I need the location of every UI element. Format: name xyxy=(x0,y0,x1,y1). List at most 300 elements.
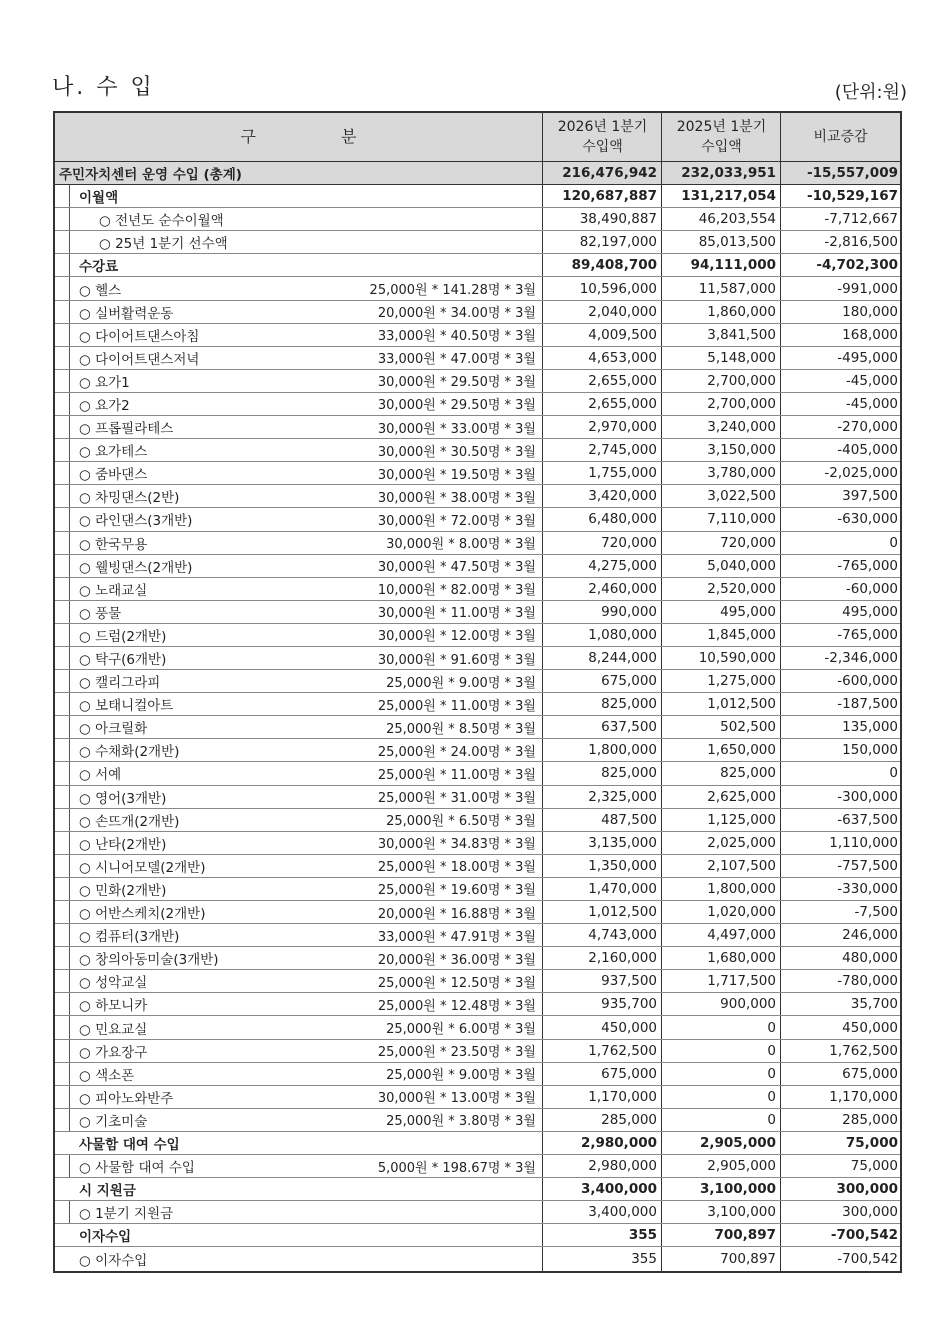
value-diff: 285,000 xyxy=(780,1109,900,1131)
table-row xyxy=(55,324,900,347)
value-2026: 8,244,000 xyxy=(542,647,661,669)
value-2025: 720,000 xyxy=(661,532,780,554)
value-diff: -45,000 xyxy=(780,370,900,392)
value-2025: 1,800,000 xyxy=(661,878,780,900)
value-2026: 1,470,000 xyxy=(542,878,661,900)
value-diff: -60,000 xyxy=(780,578,900,600)
value-2025: 5,148,000 xyxy=(661,347,780,369)
value-2025: 2,625,000 xyxy=(661,786,780,808)
row-formula: 25,000원 * 9.00명 * 3월 xyxy=(386,675,536,691)
value-2026: 2,655,000 xyxy=(542,393,661,415)
row-label: 주민자치센터 운영 수입 (총계) xyxy=(59,167,242,184)
header-2025-text: 2025년 1분기 수입액 xyxy=(676,119,767,155)
row-category-cell xyxy=(55,532,542,554)
row-label: ○ 실버활력운동 xyxy=(79,305,174,322)
row-label: 수강료 xyxy=(79,259,119,276)
value-diff: -10,529,167 xyxy=(780,185,900,207)
value-diff: -600,000 xyxy=(780,670,900,692)
value-diff: 1,762,500 xyxy=(780,1040,900,1062)
value-diff: 480,000 xyxy=(780,947,900,969)
table-row xyxy=(55,832,900,855)
table-row xyxy=(55,185,900,208)
value-diff: 1,170,000 xyxy=(780,1086,900,1108)
table-row xyxy=(55,693,900,716)
value-2025: 94,111,000 xyxy=(661,254,780,276)
value-2026: 355 xyxy=(542,1247,661,1270)
value-diff: -4,702,300 xyxy=(780,254,900,276)
row-formula: 30,000원 * 47.50명 * 3월 xyxy=(377,560,536,576)
value-diff: -700,542 xyxy=(780,1247,900,1270)
row-formula: 25,000원 * 3.80명 * 3월 xyxy=(386,1114,536,1130)
row-category-cell xyxy=(55,924,542,946)
row-label: ○ 가요장구 xyxy=(79,1044,148,1061)
value-2026: 487,500 xyxy=(542,809,661,831)
row-category-cell xyxy=(55,555,542,577)
table-row xyxy=(55,1155,900,1178)
value-2025: 0 xyxy=(661,1016,780,1038)
row-category-cell xyxy=(55,1086,542,1108)
value-2025: 2,905,000 xyxy=(661,1132,780,1154)
value-2026: 4,275,000 xyxy=(542,555,661,577)
row-category-cell xyxy=(55,786,542,808)
row-label: 이월액 xyxy=(79,190,119,207)
value-2026: 285,000 xyxy=(542,1109,661,1131)
row-label: ○ 전년도 순수이월액 xyxy=(99,213,224,230)
row-label: ○ 요가1 xyxy=(79,374,130,391)
value-diff: 1,110,000 xyxy=(780,832,900,854)
row-category-cell xyxy=(55,970,542,992)
value-2025: 2,700,000 xyxy=(661,393,780,415)
row-label: 시 지원금 xyxy=(79,1183,136,1200)
value-2026: 10,596,000 xyxy=(542,277,661,299)
table-row xyxy=(55,208,900,231)
row-label: ○ 이자수입 xyxy=(79,1252,148,1269)
row-label: ○ 차밍댄스(2반) xyxy=(79,490,180,507)
row-category-cell xyxy=(55,462,542,484)
row-formula: 30,000원 * 30.50명 * 3월 xyxy=(377,444,536,460)
row-label: ○ 하모니카 xyxy=(79,998,148,1015)
value-2025: 700,897 xyxy=(661,1224,780,1246)
row-formula: 5,000원 * 198.67명 * 3월 xyxy=(377,1160,536,1176)
table-row xyxy=(55,601,900,624)
row-formula: 25,000원 * 9.00명 * 3월 xyxy=(386,1068,536,1084)
table-row xyxy=(55,739,900,762)
row-category-cell xyxy=(55,185,542,207)
value-2025: 2,107,500 xyxy=(661,855,780,877)
table-row xyxy=(55,1178,900,1201)
table-row xyxy=(55,578,900,601)
value-2026: 2,980,000 xyxy=(542,1155,661,1177)
row-label: ○ 캘리그라피 xyxy=(79,675,161,692)
value-2026: 4,009,500 xyxy=(542,324,661,346)
value-2025: 0 xyxy=(661,1063,780,1085)
value-2026: 720,000 xyxy=(542,532,661,554)
table-row xyxy=(55,809,900,832)
value-2026: 2,655,000 xyxy=(542,370,661,392)
row-formula: 30,000원 * 38.00명 * 3월 xyxy=(377,490,536,506)
value-2026: 120,687,887 xyxy=(542,185,661,207)
value-diff: 495,000 xyxy=(780,601,900,623)
table-row xyxy=(55,347,900,370)
value-2026: 935,700 xyxy=(542,993,661,1015)
row-label: ○ 풍물 xyxy=(79,605,122,622)
value-diff: -765,000 xyxy=(780,555,900,577)
value-2025: 232,033,951 xyxy=(661,162,780,184)
header-2025 xyxy=(661,113,781,161)
value-2026: 4,743,000 xyxy=(542,924,661,946)
table-row xyxy=(55,462,900,485)
value-2025: 4,497,000 xyxy=(661,924,780,946)
value-2026: 825,000 xyxy=(542,693,661,715)
row-formula: 30,000원 * 91.60명 * 3월 xyxy=(377,652,536,668)
row-category-cell xyxy=(55,1132,542,1154)
row-formula: 25,000원 * 12.48명 * 3월 xyxy=(377,998,536,1014)
row-label: ○ 탁구(6개반) xyxy=(79,652,167,669)
table-row xyxy=(55,231,900,254)
table-row xyxy=(55,647,900,670)
value-diff: -15,557,009 xyxy=(780,162,900,184)
row-label: ○ 영어(3개반) xyxy=(79,790,167,807)
value-diff: 675,000 xyxy=(780,1063,900,1085)
value-2026: 38,490,887 xyxy=(542,208,661,230)
value-2025: 46,203,554 xyxy=(661,208,780,230)
value-2025: 502,500 xyxy=(661,716,780,738)
value-2026: 3,420,000 xyxy=(542,485,661,507)
value-2026: 450,000 xyxy=(542,1016,661,1038)
value-diff: -495,000 xyxy=(780,347,900,369)
table-row xyxy=(55,624,900,647)
row-formula: 25,000원 * 24.00명 * 3월 xyxy=(377,744,536,760)
row-formula: 30,000원 * 33.00명 * 3월 xyxy=(377,421,536,437)
table-row xyxy=(55,1132,900,1155)
value-diff: 135,000 xyxy=(780,716,900,738)
row-category-cell xyxy=(55,1201,542,1223)
value-2026: 675,000 xyxy=(542,1063,661,1085)
value-2026: 937,500 xyxy=(542,970,661,992)
value-diff: -2,816,500 xyxy=(780,231,900,253)
value-diff: -765,000 xyxy=(780,624,900,646)
value-2026: 2,160,000 xyxy=(542,947,661,969)
row-formula: 25,000원 * 8.50명 * 3월 xyxy=(386,721,536,737)
row-label: ○ 보태니컬아트 xyxy=(79,698,174,715)
row-formula: 25,000원 * 23.50명 * 3월 xyxy=(377,1045,536,1061)
row-formula: 25,000원 * 18.00명 * 3월 xyxy=(377,860,536,876)
row-formula: 30,000원 * 72.00명 * 3월 xyxy=(377,513,536,529)
table-row xyxy=(55,924,900,947)
row-category-cell xyxy=(55,1155,542,1177)
value-2026: 2,970,000 xyxy=(542,416,661,438)
row-formula: 33,000원 * 47.00명 * 3월 xyxy=(377,352,536,368)
value-2026: 3,135,000 xyxy=(542,832,661,854)
value-2026: 1,762,500 xyxy=(542,1040,661,1062)
value-diff: -757,500 xyxy=(780,855,900,877)
value-2025: 3,100,000 xyxy=(661,1178,780,1200)
table-row xyxy=(55,993,900,1016)
row-label: 사물함 대여 수입 xyxy=(79,1136,180,1153)
table-row xyxy=(55,947,900,970)
row-category-cell xyxy=(55,393,542,415)
value-2026: 2,980,000 xyxy=(542,1132,661,1154)
value-diff: -300,000 xyxy=(780,786,900,808)
value-2026: 990,000 xyxy=(542,601,661,623)
row-formula: 30,000원 * 34.83명 * 3월 xyxy=(377,837,536,853)
row-formula: 25,000원 * 31.00명 * 3월 xyxy=(377,791,536,807)
value-2025: 3,150,000 xyxy=(661,439,780,461)
value-2026: 675,000 xyxy=(542,670,661,692)
row-label: ○ 요가테스 xyxy=(79,444,148,461)
row-formula: 20,000원 * 34.00명 * 3월 xyxy=(377,306,536,322)
value-2025: 900,000 xyxy=(661,993,780,1015)
row-formula: 10,000원 * 82.00명 * 3월 xyxy=(377,583,536,599)
value-2025: 2,520,000 xyxy=(661,578,780,600)
value-diff: 0 xyxy=(780,762,900,784)
value-2026: 2,460,000 xyxy=(542,578,661,600)
header-category: 구 분 xyxy=(240,127,397,146)
value-2025: 85,013,500 xyxy=(661,231,780,253)
table-row xyxy=(55,162,900,185)
row-label: ○ 피아노와반주 xyxy=(79,1090,174,1107)
table-row xyxy=(55,901,900,924)
unit-label: (단위:원) xyxy=(834,82,907,103)
value-diff: -2,025,000 xyxy=(780,462,900,484)
value-diff: -2,346,000 xyxy=(780,647,900,669)
value-2025: 1,275,000 xyxy=(661,670,780,692)
value-diff: 300,000 xyxy=(780,1201,900,1223)
value-diff: 300,000 xyxy=(780,1178,900,1200)
row-label: ○ 컴퓨터(3개반) xyxy=(79,929,180,946)
table-row xyxy=(55,786,900,809)
value-2025: 10,590,000 xyxy=(661,647,780,669)
row-label: ○ 다이어트댄스아침 xyxy=(79,328,200,345)
row-category-cell xyxy=(55,1224,542,1246)
table-row xyxy=(55,254,900,277)
value-diff: -405,000 xyxy=(780,439,900,461)
row-formula: 30,000원 * 8.00명 * 3월 xyxy=(386,537,536,553)
value-2026: 82,197,000 xyxy=(542,231,661,253)
row-formula: 30,000원 * 12.00명 * 3월 xyxy=(377,629,536,645)
table-row xyxy=(55,555,900,578)
row-label: ○ 요가2 xyxy=(79,397,130,414)
row-formula: 25,000원 * 6.00명 * 3월 xyxy=(386,1022,536,1038)
row-label: ○ 1분기 지원금 xyxy=(79,1206,174,1223)
row-formula: 25,000원 * 19.60명 * 3월 xyxy=(377,883,536,899)
table-row xyxy=(55,393,900,416)
row-formula: 30,000원 * 29.50명 * 3월 xyxy=(377,375,536,391)
header-2026 xyxy=(542,113,662,161)
row-formula: 25,000원 * 11.00명 * 3월 xyxy=(377,698,536,714)
table-row xyxy=(55,277,900,300)
value-2025: 1,020,000 xyxy=(661,901,780,923)
row-label: ○ 서예 xyxy=(79,767,122,784)
value-2025: 7,110,000 xyxy=(661,508,780,530)
row-category-cell xyxy=(55,1016,542,1038)
value-diff: 150,000 xyxy=(780,739,900,761)
value-diff: -270,000 xyxy=(780,416,900,438)
table-row xyxy=(55,508,900,531)
value-2025: 2,025,000 xyxy=(661,832,780,854)
row-label: ○ 시니어모델(2개반) xyxy=(79,859,206,876)
value-2025: 1,680,000 xyxy=(661,947,780,969)
value-2026: 637,500 xyxy=(542,716,661,738)
value-2026: 3,400,000 xyxy=(542,1178,661,1200)
table-row xyxy=(55,1016,900,1039)
value-2026: 355 xyxy=(542,1224,661,1246)
row-category-cell xyxy=(55,901,542,923)
table-row xyxy=(55,670,900,693)
value-2025: 3,780,000 xyxy=(661,462,780,484)
value-2025: 1,860,000 xyxy=(661,301,780,323)
income-table xyxy=(53,111,902,1273)
value-2025: 2,700,000 xyxy=(661,370,780,392)
row-category-cell xyxy=(55,947,542,969)
table-row xyxy=(55,762,900,785)
value-2026: 89,408,700 xyxy=(542,254,661,276)
row-category-cell xyxy=(55,508,542,530)
value-diff: -780,000 xyxy=(780,970,900,992)
value-diff: -7,500 xyxy=(780,901,900,923)
row-formula: 25,000원 * 141.28명 * 3월 xyxy=(369,283,536,299)
row-category-cell xyxy=(55,254,542,276)
row-category-cell xyxy=(55,1063,542,1085)
value-diff: 246,000 xyxy=(780,924,900,946)
row-category-cell xyxy=(55,1109,542,1131)
row-formula: 25,000원 * 12.50명 * 3월 xyxy=(377,975,536,991)
value-diff: -45,000 xyxy=(780,393,900,415)
row-label: ○ 민화(2개반) xyxy=(79,882,167,899)
row-formula: 33,000원 * 47.91명 * 3월 xyxy=(377,929,536,945)
value-2025: 3,841,500 xyxy=(661,324,780,346)
row-category-cell xyxy=(55,578,542,600)
value-2025: 700,897 xyxy=(661,1247,780,1270)
value-2026: 2,745,000 xyxy=(542,439,661,461)
row-category-cell xyxy=(55,416,542,438)
header-2026-text: 2026년 1분기 수입액 xyxy=(557,119,648,155)
row-label: ○ 수채화(2개반) xyxy=(79,744,180,761)
value-2026: 2,040,000 xyxy=(542,301,661,323)
row-label: ○ 라인댄스(3개반) xyxy=(79,513,193,530)
header-diff: 비교증감 xyxy=(780,113,900,161)
row-category-cell xyxy=(55,277,542,299)
row-category-cell xyxy=(55,485,542,507)
value-2025: 11,587,000 xyxy=(661,277,780,299)
table-row xyxy=(55,416,900,439)
row-formula: 30,000원 * 29.50명 * 3월 xyxy=(377,398,536,414)
table-row xyxy=(55,716,900,739)
row-category-cell xyxy=(55,762,542,784)
table-row xyxy=(55,1201,900,1224)
row-label: ○ 다이어트댄스저녁 xyxy=(79,351,200,368)
row-formula: 20,000원 * 16.88명 * 3월 xyxy=(377,906,536,922)
section-heading: 나. 수 입 xyxy=(52,75,155,100)
value-diff: 75,000 xyxy=(780,1132,900,1154)
value-2026: 1,755,000 xyxy=(542,462,661,484)
value-diff: -991,000 xyxy=(780,277,900,299)
row-label: 이자수입 xyxy=(79,1229,132,1246)
row-category-cell xyxy=(55,301,542,323)
value-2025: 495,000 xyxy=(661,601,780,623)
value-2025: 131,217,054 xyxy=(661,185,780,207)
row-label: ○ 노래교실 xyxy=(79,582,148,599)
value-2026: 2,325,000 xyxy=(542,786,661,808)
row-category-cell xyxy=(55,624,542,646)
value-2025: 1,012,500 xyxy=(661,693,780,715)
row-category-cell xyxy=(55,1178,542,1200)
row-label: ○ 창의아동미술(3개반) xyxy=(79,952,219,969)
value-2026: 216,476,942 xyxy=(542,162,661,184)
row-label: ○ 드럼(2개반) xyxy=(79,628,167,645)
row-category-cell xyxy=(55,162,542,184)
value-2025: 2,905,000 xyxy=(661,1155,780,1177)
value-diff: 0 xyxy=(780,532,900,554)
value-2026: 1,080,000 xyxy=(542,624,661,646)
value-2025: 1,650,000 xyxy=(661,739,780,761)
row-formula: 25,000원 * 11.00명 * 3월 xyxy=(377,767,536,783)
value-diff: -187,500 xyxy=(780,693,900,715)
table-row xyxy=(55,370,900,393)
value-2025: 5,040,000 xyxy=(661,555,780,577)
row-label: ○ 아크릴화 xyxy=(79,721,148,738)
table-row xyxy=(55,1224,900,1247)
row-category-cell xyxy=(55,809,542,831)
table-row xyxy=(55,878,900,901)
value-2025: 3,022,500 xyxy=(661,485,780,507)
row-category-cell xyxy=(55,739,542,761)
row-category-cell xyxy=(55,370,542,392)
row-category-cell xyxy=(55,832,542,854)
value-2025: 1,845,000 xyxy=(661,624,780,646)
table-row xyxy=(55,301,900,324)
table-row xyxy=(55,855,900,878)
row-formula: 25,000원 * 6.50명 * 3월 xyxy=(386,814,536,830)
value-diff: 168,000 xyxy=(780,324,900,346)
value-diff: -630,000 xyxy=(780,508,900,530)
row-formula: 30,000원 * 19.50명 * 3월 xyxy=(377,467,536,483)
table-row xyxy=(55,1063,900,1086)
value-2026: 825,000 xyxy=(542,762,661,784)
row-label: ○ 헬스 xyxy=(79,282,122,299)
table-row xyxy=(55,1109,900,1132)
table-row xyxy=(55,439,900,462)
row-formula: 33,000원 * 40.50명 * 3월 xyxy=(377,329,536,345)
row-category-cell xyxy=(55,439,542,461)
row-category-cell xyxy=(55,324,542,346)
value-2025: 1,125,000 xyxy=(661,809,780,831)
row-label: ○ 기초미술 xyxy=(79,1113,148,1130)
table-row xyxy=(55,485,900,508)
value-2025: 3,100,000 xyxy=(661,1201,780,1223)
row-category-cell xyxy=(55,670,542,692)
value-2026: 3,400,000 xyxy=(542,1201,661,1223)
row-label: ○ 손뜨개(2개반) xyxy=(79,813,180,830)
table-row xyxy=(55,1040,900,1063)
row-category-cell xyxy=(55,693,542,715)
row-label: ○ 성악교실 xyxy=(79,975,148,992)
row-label: ○ 난타(2개반) xyxy=(79,836,167,853)
value-2025: 825,000 xyxy=(661,762,780,784)
row-label: ○ 어반스케치(2개반) xyxy=(79,906,206,923)
row-label: ○ 25년 1분기 선수액 xyxy=(99,236,228,253)
value-2026: 1,800,000 xyxy=(542,739,661,761)
value-2025: 1,717,500 xyxy=(661,970,780,992)
row-label: ○ 웰빙댄스(2개반) xyxy=(79,559,193,576)
value-diff: 75,000 xyxy=(780,1155,900,1177)
value-2026: 1,012,500 xyxy=(542,901,661,923)
row-label: ○ 한국무용 xyxy=(79,536,148,553)
value-2025: 3,240,000 xyxy=(661,416,780,438)
row-formula: 20,000원 * 36.00명 * 3월 xyxy=(377,952,536,968)
value-2026: 6,480,000 xyxy=(542,508,661,530)
row-category-cell xyxy=(55,208,542,230)
